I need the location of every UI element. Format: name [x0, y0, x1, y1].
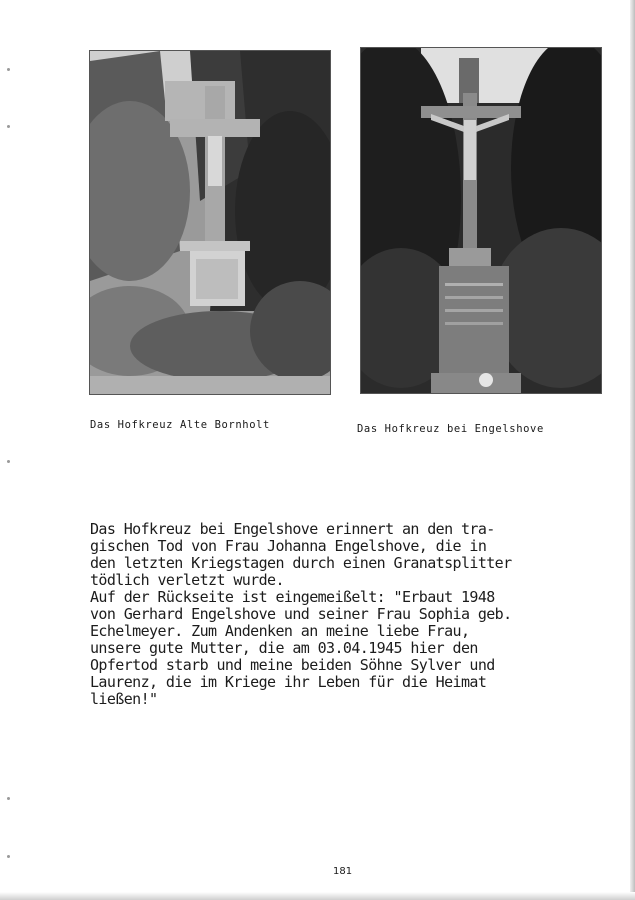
- text-line: Das Hofkreuz bei Engelshove erinnert an den tra-: [90, 520, 495, 538]
- photo-hofkreuz-engelshove: [360, 47, 602, 394]
- text-line: Laurenz, die im Kriege ihr Leben für die Heimat: [90, 673, 487, 691]
- text-line: Auf der Rückseite ist eingemeißelt: "Erbaut 1948: [90, 588, 495, 606]
- text-line: den letzten Kriegstagen durch einen Granatsplitter: [90, 554, 512, 572]
- photo-caption-left: Das Hofkreuz Alte Bornholt: [90, 419, 270, 431]
- text-line: ließen!": [90, 690, 158, 708]
- text-line: Echelmeyer. Zum Andenken an meine liebe Frau,: [90, 622, 470, 640]
- text-line: tödlich verletzt wurde.: [90, 571, 284, 589]
- margin-speck: [7, 68, 10, 71]
- margin-speck: [7, 125, 10, 128]
- text-line: von Gerhard Engelshove und seiner Frau Sophia geb.: [90, 605, 512, 623]
- page-edge: [630, 0, 635, 900]
- margin-speck: [7, 855, 10, 858]
- body-paragraph: [90, 521, 570, 708]
- text-line: Opfertod starb und meine beiden Söhne Sylver und: [90, 656, 495, 674]
- text-line: gischen Tod von Frau Johanna Engelshove, die in: [90, 537, 487, 555]
- margin-speck: [7, 460, 10, 463]
- page-edge-bottom: [0, 892, 635, 900]
- page-number: 181: [333, 866, 353, 877]
- margin-speck: [7, 797, 10, 800]
- text-line: unsere gute Mutter, die am 03.04.1945 hier den: [90, 639, 478, 657]
- photo-hofkreuz-alte-bornholt: [89, 50, 331, 395]
- photo-caption-right: Das Hofkreuz bei Engelshove: [357, 423, 544, 435]
